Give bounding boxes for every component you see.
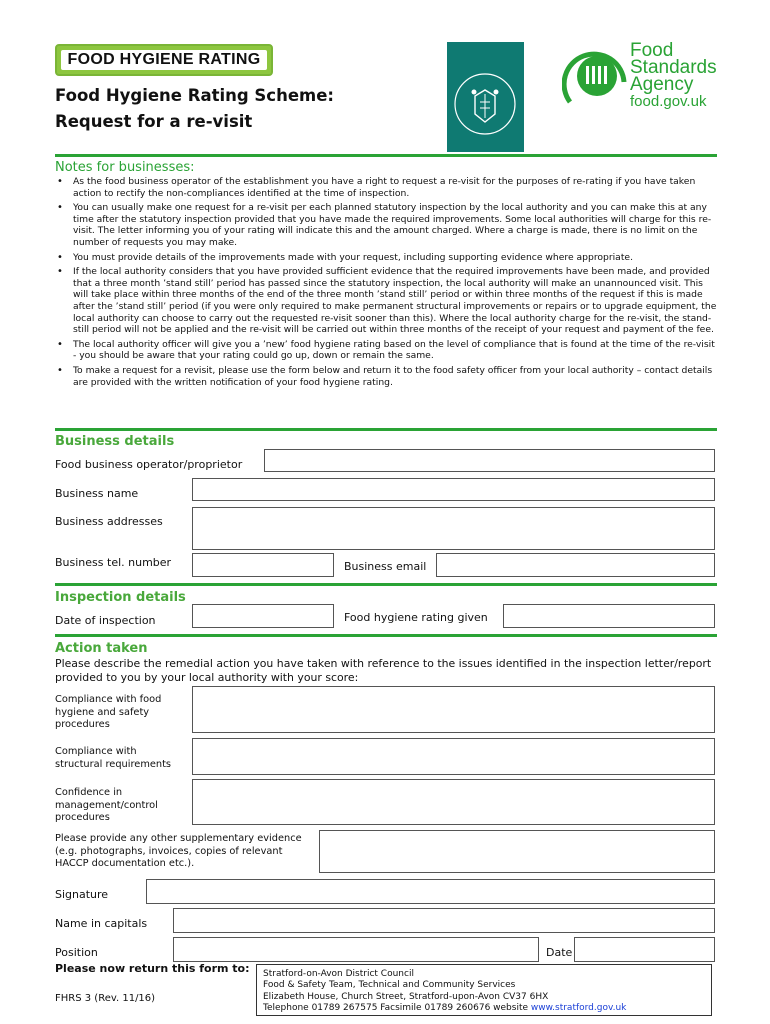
- action-taken-heading: Action taken: [55, 641, 148, 656]
- position-label: Position: [55, 946, 98, 959]
- notes-item: • You must provide details of the improvements made with your request, including supporting evidence where appropriate.: [55, 252, 717, 264]
- notes-item: • As the food business operator of the establishment you have a right to request a re-visit for the purposes of re-rating if you have taken action to rectify the non-compliances identified at the time of inspection.: [55, 176, 717, 199]
- fsa-name-line3: Agency: [630, 74, 694, 95]
- business-tel-label: Business tel. number: [55, 556, 172, 569]
- badge-label: FOOD HYGIENE RATING: [61, 50, 267, 70]
- page-title-line2: Request for a re-visit: [55, 112, 253, 131]
- food-standards-agency-logo: [562, 42, 722, 112]
- notes-list: [55, 176, 717, 391]
- position-field[interactable]: [173, 937, 539, 962]
- return-instructions: Please now return this form to:: [55, 962, 250, 975]
- compliance-structural-field[interactable]: [192, 738, 715, 775]
- form-code: FHRS 3 (Rev. 11/16): [55, 993, 156, 1004]
- rating-given-field[interactable]: [503, 604, 715, 628]
- signature-label: Signature: [55, 888, 109, 901]
- fsa-name-line1: Food: [630, 40, 674, 61]
- address-line4: [263, 1003, 705, 1014]
- notes-item: • If the local authority considers that you have provided sufficient evidence that the required improvements have been made, and provided that a three month ’stand still’ period has passed since the statutory inspection, the local authority will make an unannounced visit. This will take place within three months of the end of the three month ’stand still’ period or within three months of the request if this is made after the ’stand still’ period (if you were only required to make permanent structural improvements or repairs or to upgrade equipment, the local authority can choose to carry out the requested re-visit sooner than this). Where the local authority charge for the re-visit, the stand-still period will not be applied and the re-visit will be carried out within three months of the receipt of your request and payment of the fee.: [55, 266, 717, 336]
- operator-label: Food business operator/proprietor: [55, 458, 243, 471]
- business-name-field[interactable]: [192, 478, 715, 501]
- inspection-details-heading: Inspection details: [55, 590, 186, 605]
- contact-numbers: Telephone 01789 267575 Facsimile 01789 260676 website: [263, 1003, 531, 1014]
- supplementary-evidence-label: Please provide any other supplementary evidence (e.g. photographs, invoices, copies of relevant HACCP documentation etc.).: [55, 833, 302, 870]
- business-email-field[interactable]: [436, 553, 715, 577]
- confidence-label: Confidence in management/control procedures: [55, 787, 158, 824]
- fsa-url: food.gov.uk: [630, 93, 707, 110]
- date-label: Date: [546, 946, 573, 959]
- inspection-date-label: Date of inspection: [55, 614, 156, 627]
- notes-item: • The local authority officer will give you a ’new’ food hygiene rating based on the level of compliance that is found at the time of the re-visit - you should be aware that your rating could go up, down or remain the same.: [55, 339, 717, 362]
- business-details-heading: Business details: [55, 434, 175, 449]
- supplementary-evidence-field[interactable]: [319, 830, 715, 873]
- divider: [55, 154, 717, 157]
- compliance-hygiene-label: Compliance with food hygiene and safety procedures: [55, 694, 162, 731]
- action-instructions: Please describe the remedial action you have taken with reference to the issues identified in the inspection letter/report provided to you by your local authority with your score:: [55, 657, 712, 684]
- fsa-name-line2: Standards: [630, 57, 717, 78]
- notes-item: • To make a request for a revisit, please use the form below and return it to the food safety officer from your local authority – contact details are provided with the written notification of your food hygiene rating.: [55, 365, 717, 388]
- return-address-box: [256, 964, 712, 1016]
- divider: [55, 583, 717, 586]
- confidence-field[interactable]: [192, 779, 715, 825]
- notes-item: • You can usually make one request for a re-visit per each planned statutory inspection by the local authority and you can make this at any time after the statutory inspection provided that you have made the required improvements. Some local authorities will charge for this re-visit. The letter informing you of your rating will indicate this and the amount charged. Where a charge is made, there is no limit on the number of requests you may make.: [55, 202, 717, 248]
- notes-heading: Notes for businesses:: [55, 160, 195, 175]
- council-logo: [447, 42, 524, 152]
- address-line1: Stratford-on-Avon District Council: [263, 969, 414, 979]
- divider: [55, 428, 717, 431]
- name-capitals-field[interactable]: [173, 908, 715, 933]
- divider: [55, 634, 717, 637]
- operator-field[interactable]: [264, 449, 715, 472]
- name-capitals-label: Name in capitals: [55, 917, 148, 930]
- address-line3: Elizabeth House, Church Street, Stratford-upon-Avon CV37 6HX: [263, 991, 549, 1002]
- page-title-line1: Food Hygiene Rating Scheme:: [55, 86, 335, 105]
- food-hygiene-rating-badge: [55, 44, 273, 76]
- business-addresses-field[interactable]: [192, 507, 715, 550]
- business-addresses-label: Business addresses: [55, 515, 163, 528]
- compliance-structural-label: Compliance with structural requirements: [55, 746, 172, 770]
- rating-given-label: Food hygiene rating given: [344, 611, 488, 624]
- business-name-label: Business name: [55, 487, 139, 500]
- signature-field[interactable]: [146, 879, 715, 904]
- website-link[interactable]: www.stratford.gov.uk: [530, 1003, 627, 1014]
- business-tel-field[interactable]: [192, 553, 334, 577]
- date-field[interactable]: [574, 937, 715, 962]
- compliance-hygiene-field[interactable]: [192, 686, 715, 733]
- business-email-label: Business email: [344, 560, 427, 573]
- address-line2: Food & Safety Team, Technical and Community Services: [263, 980, 516, 991]
- inspection-date-field[interactable]: [192, 604, 334, 628]
